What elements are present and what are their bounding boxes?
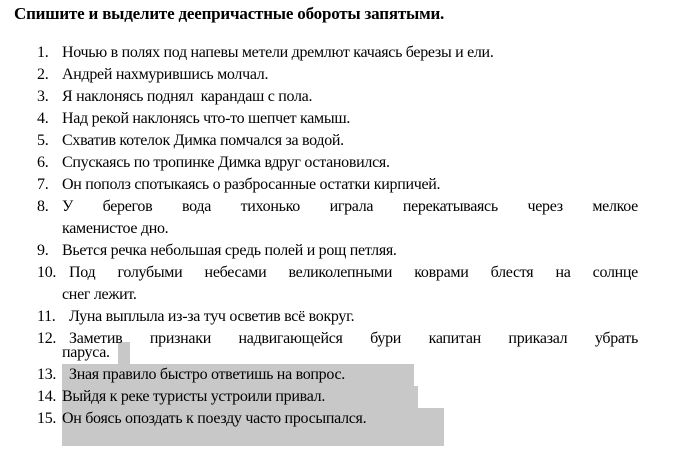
item-number: 9. (37, 242, 49, 259)
item-text: Вьется речка небольшая средь полей и рощ петляя. (62, 242, 397, 259)
item-text: Он пополз спотыкаясь о разбросанные остатки кирпичей. (62, 176, 441, 193)
item-number: 8. (37, 198, 49, 215)
item-text: Луна выплыла из-за туч осветив всё вокруг. (69, 308, 355, 325)
item-number: 4. (37, 110, 49, 127)
item-text-continued: снег лежит. (62, 286, 137, 303)
item-text: Заметив признаки надвигающейся бури капитан приказал убрать (69, 330, 638, 347)
item-text: Выйдя к реке туристы устроили привал. (62, 388, 326, 405)
item-number: 13. (37, 366, 57, 383)
item-text-continued: каменистое дно. (62, 220, 169, 237)
item-text: Схватив котелок Димка помчался за водой. (62, 132, 344, 149)
item-number: 3. (37, 88, 49, 105)
item-text: У берегов вода тихонько играла перекатываясь через мелкое (62, 198, 638, 215)
item-number: 5. (37, 132, 49, 149)
item-text: Я наклонясь поднял карандаш с пола. (62, 88, 313, 105)
item-text: Зная правило быстро ответишь на вопрос. (69, 366, 345, 383)
item-text: Под голубыми небесами великолепными коврами блестя на солнце (69, 264, 638, 281)
item-text: Над рекой наклонясь что-то шепчет камыш. (62, 110, 351, 127)
item-text: Андрей нахмурившись молчал. (62, 66, 269, 83)
item-text: Спускаясь по тропинке Димка вдруг остановился. (62, 154, 390, 171)
exercise-title: Спишите и выделите деепричастные обороты запятыми. (14, 4, 445, 23)
item-text: Ночью в полях под напевы метели дремлют качаясь березы и ели. (62, 44, 494, 61)
item-text: Он боясь опоздать к поезду часто просыпался. (62, 410, 367, 427)
item-number: 2. (37, 66, 49, 83)
item-number: 7. (37, 176, 49, 193)
item-number: 1. (37, 44, 49, 61)
item-number: 15. (37, 410, 57, 427)
item-number: 10. (37, 264, 57, 281)
item-number: 11. (37, 308, 56, 325)
item-number: 12. (37, 330, 57, 347)
item-number: 14. (37, 388, 57, 405)
item-number: 6. (37, 154, 49, 171)
item-text-continued: паруса. (62, 344, 110, 361)
